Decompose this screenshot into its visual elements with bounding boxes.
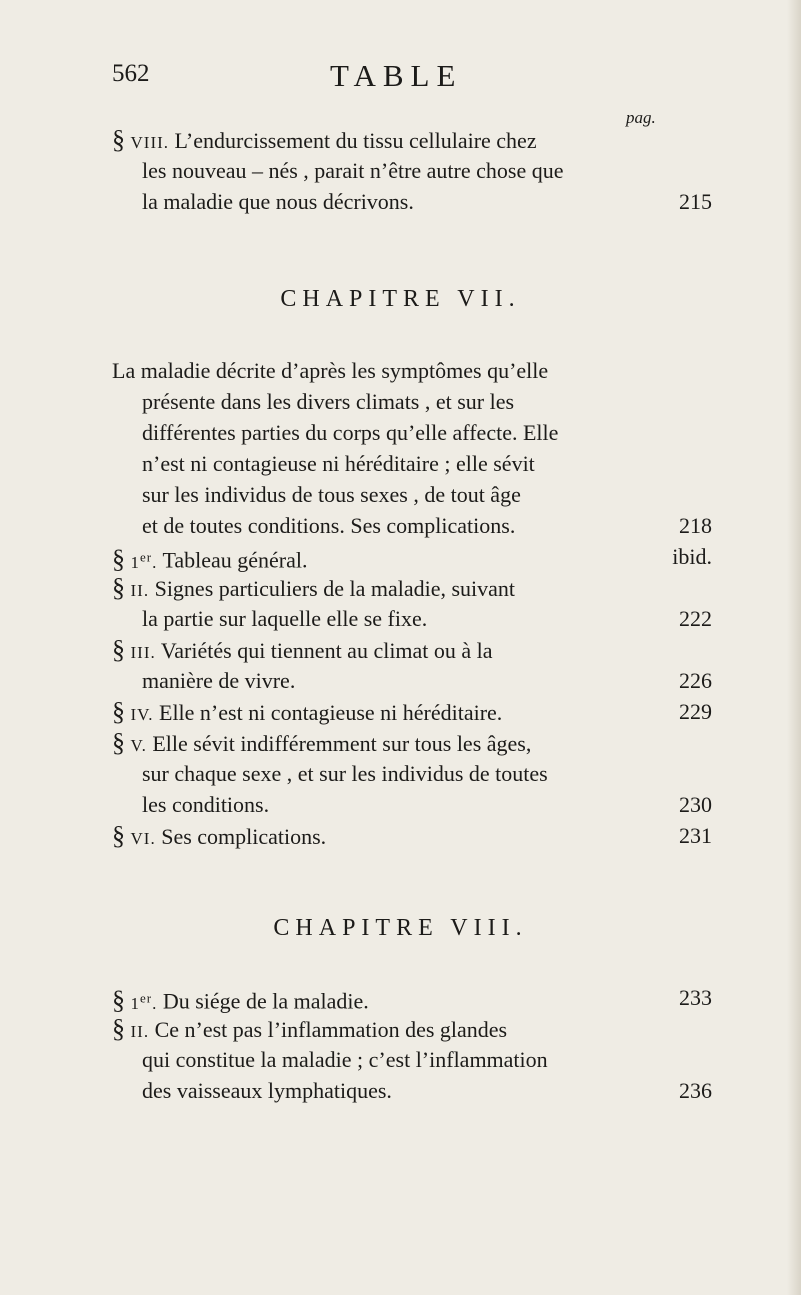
entry-page: ibid. xyxy=(672,544,712,569)
toc-entry-iii xyxy=(112,634,712,696)
section-sign: § xyxy=(112,544,125,574)
toc-entry-viii xyxy=(112,124,712,217)
entry-line xyxy=(112,1044,712,1075)
entry-number-digit: 1 xyxy=(130,993,140,1013)
entry-page: 218 xyxy=(679,513,712,538)
entry-line xyxy=(112,665,712,696)
entry-text: Elle sévit indifféremment sur tous les âges, xyxy=(152,731,532,756)
toc-entry-iv xyxy=(112,696,712,727)
entry-line xyxy=(112,603,712,634)
toc-entry-v xyxy=(112,727,712,820)
entry-text: sur chaque sexe , et sur les individus de toutes xyxy=(142,761,548,786)
section-sign: § xyxy=(112,635,125,664)
entry-number: 1er. xyxy=(130,990,158,1013)
entry-text: Ce n’est pas l’inflammation des glandes xyxy=(154,1017,508,1042)
entry-page: 215 xyxy=(679,189,712,214)
summary-line xyxy=(112,417,712,448)
entry-number-suffix: er xyxy=(140,549,153,564)
entry-text: Ses complications. xyxy=(161,824,327,849)
section-sign: § xyxy=(112,821,125,850)
entry-text: L’endurcissement du tissu cellulaire chez xyxy=(174,128,537,153)
section-sign: § xyxy=(112,728,125,757)
entry-number: IV. xyxy=(130,705,154,724)
entry-text: qui constitue la maladie ; c’est l’inflammation xyxy=(142,1047,548,1072)
entry-text: les conditions. xyxy=(142,792,270,817)
page-number: 562 xyxy=(112,60,150,87)
summary-line xyxy=(112,355,712,386)
entry-text: Variétés qui tiennent au climat ou à la xyxy=(160,638,493,663)
entry-page: 231 xyxy=(679,823,712,848)
entry-number: VI. xyxy=(130,829,156,848)
summary-text: sur les individus de tous sexes , de tout âge xyxy=(142,482,521,507)
entry-page: 230 xyxy=(679,792,712,817)
entry-text: Signes particuliers de la maladie, suivant xyxy=(154,576,516,601)
entry-number: 1er. xyxy=(130,549,158,572)
entry-text: Elle n’est ni contagieuse ni héréditaire. xyxy=(159,700,503,725)
summary-line xyxy=(112,448,712,479)
entry-line xyxy=(112,572,712,603)
entry-line xyxy=(112,727,712,758)
entry-line xyxy=(112,634,712,665)
entry-page: 222 xyxy=(679,606,712,631)
entry-number: III. xyxy=(130,643,156,662)
toc-entry-ii xyxy=(112,572,712,634)
running-head xyxy=(0,58,801,98)
entry-line xyxy=(112,1075,712,1106)
entry-number: VIII. xyxy=(130,133,170,152)
summary-text: et de toutes conditions. Ses complications. xyxy=(142,513,516,538)
entry-text: des vaisseaux lymphatiques. xyxy=(142,1078,392,1103)
entry-line xyxy=(112,696,712,727)
section-sign: § xyxy=(112,697,125,726)
entry-line xyxy=(112,124,712,155)
toc-entry-1er-ch8 xyxy=(112,982,712,1013)
entry-page: 226 xyxy=(679,668,712,693)
entry-line xyxy=(112,758,712,789)
entry-line xyxy=(112,155,712,186)
section-sign: § xyxy=(112,573,125,602)
section-sign: § xyxy=(112,125,125,154)
entry-line xyxy=(112,186,712,217)
chapter-heading-vii: CHAPITRE VII. xyxy=(280,286,521,312)
entry-page: 236 xyxy=(679,1078,712,1103)
toc-entry-vi xyxy=(112,820,712,851)
pag-column-label: pag. xyxy=(626,108,656,127)
toc-entry-ii-ch8 xyxy=(112,1013,712,1106)
running-title: TABLE xyxy=(330,58,463,93)
entry-line xyxy=(112,1013,712,1044)
summary-line xyxy=(112,510,712,541)
entry-number-digit: 1 xyxy=(130,552,140,572)
toc-entry-1er xyxy=(112,541,712,572)
entry-line xyxy=(112,789,712,820)
entry-line xyxy=(112,541,712,572)
entry-text: les nouveau – nés , parait n’être autre chose que xyxy=(142,158,564,183)
summary-text: La maladie décrite d’après les symptômes qu’elle xyxy=(112,358,549,383)
summary-line xyxy=(112,386,712,417)
entry-number: II. xyxy=(130,1022,150,1041)
entry-line xyxy=(112,820,712,851)
entry-text: Tableau général. xyxy=(162,547,308,573)
entry-number: V. xyxy=(130,736,147,755)
summary-line xyxy=(112,479,712,510)
entry-line xyxy=(112,982,712,1013)
summary-text: n’est ni contagieuse ni héréditaire ; elle sévit xyxy=(142,451,535,476)
entry-text: la partie sur laquelle elle se fixe. xyxy=(142,606,428,631)
chapter-vii-summary xyxy=(112,355,712,541)
summary-text: présente dans les divers climats , et sur les xyxy=(142,389,515,414)
entry-text: manière de vivre. xyxy=(142,668,296,693)
page-edge-shadow xyxy=(787,0,801,1295)
summary-text: différentes parties du corps qu’elle affecte. Elle xyxy=(142,420,559,445)
entry-number-suffix: er xyxy=(140,990,153,1005)
section-sign: § xyxy=(112,985,125,1015)
entry-text: Du siége de la maladie. xyxy=(162,988,369,1014)
entry-number: II. xyxy=(130,581,150,600)
chapter-heading-viii: CHAPITRE VIII. xyxy=(273,915,528,941)
entry-text: la maladie que nous décrivons. xyxy=(142,189,414,214)
section-sign: § xyxy=(112,1014,125,1043)
entry-page: 233 xyxy=(679,985,712,1010)
entry-page: 229 xyxy=(679,699,712,724)
